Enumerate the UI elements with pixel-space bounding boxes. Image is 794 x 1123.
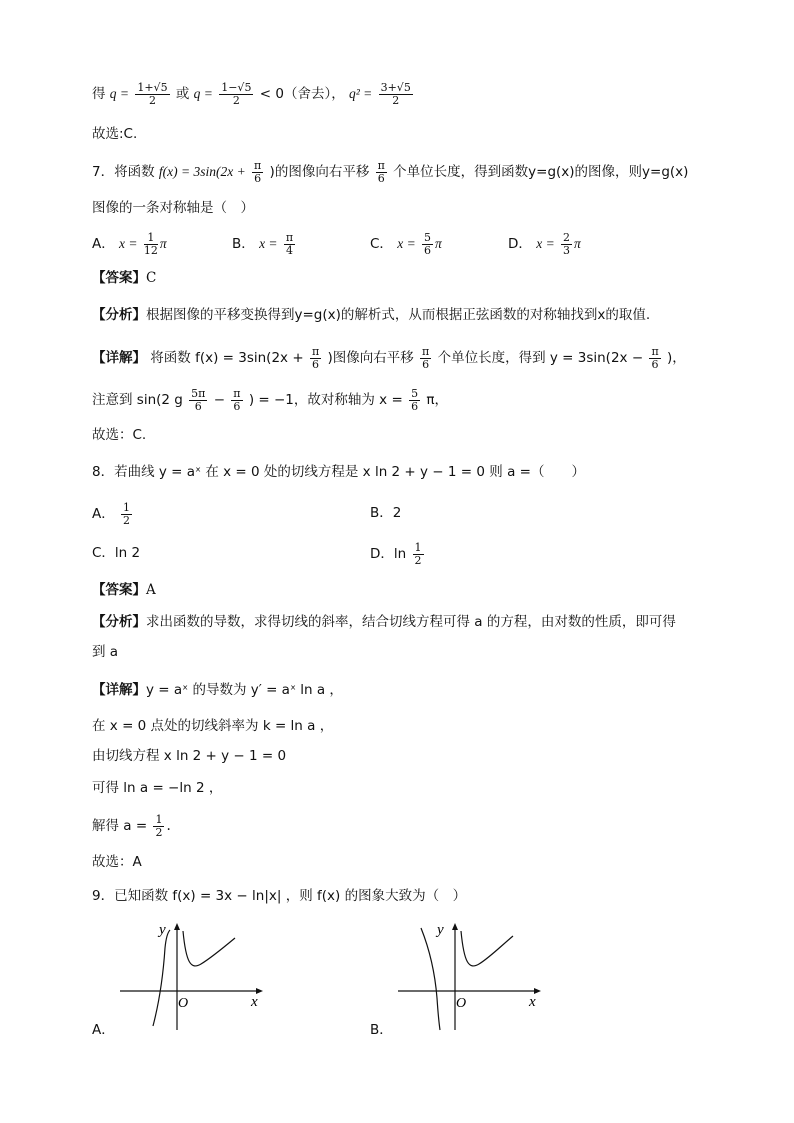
option-letter: A． [92, 236, 115, 252]
numerator: 2 [562, 231, 570, 244]
numerator: 5π [191, 387, 206, 400]
numerator: 1 [144, 232, 158, 245]
q8-option-c: C．ln 2 [92, 545, 141, 561]
text: 解得 a = [92, 818, 148, 834]
option-letter: D． [508, 236, 532, 252]
math: x = [397, 236, 416, 251]
text: 将函数 f(x) = 3sin(2x + [150, 350, 304, 366]
analysis-tag: 【分析】 [92, 307, 146, 323]
denominator: 2 [232, 94, 240, 107]
math: q = [193, 86, 213, 101]
analysis-text: 根据图像的平移变换得到y=g(x)的解析式，从而根据正弦函数的对称轴找到x的取值. [146, 307, 651, 323]
numerator: 5 [411, 387, 419, 400]
numerator: π [422, 345, 430, 358]
fraction [310, 346, 321, 371]
denominator: 6 [233, 400, 241, 413]
text: . [166, 818, 171, 834]
q8-detail-3: 由切线方程 x ln 2 + y − 1 = 0 [92, 748, 287, 764]
q9-graph-a [115, 918, 275, 1036]
math: π [159, 236, 167, 251]
q8-detail [92, 680, 343, 700]
text: 个单位长度，得到函数y=g(x)的图像，则y=g(x) [393, 164, 689, 180]
numerator: 1 [414, 541, 422, 554]
option-letter: B． [232, 236, 255, 252]
math: x = [536, 236, 555, 251]
denominator: 6 [411, 400, 419, 413]
denominator: 4 [285, 244, 293, 257]
fraction [189, 388, 207, 413]
line-solution-q [92, 82, 415, 107]
math: π [435, 236, 442, 251]
denominator: 2 [155, 826, 163, 839]
fraction [376, 160, 387, 185]
denominator: 2 [148, 94, 156, 107]
detail-tag: 【详解】 [92, 350, 146, 366]
text: − [213, 392, 225, 408]
denominator: 3 [562, 244, 570, 257]
math: f(x) = 3sin(2x + [158, 164, 246, 179]
numerator: 3+√5 [380, 81, 411, 94]
denominator: 6 [254, 172, 262, 185]
q8-detail-4: 可得 ln a = −ln 2 ， [92, 780, 223, 796]
q8-end: 故选：A [92, 854, 142, 870]
numerator: π [311, 345, 320, 358]
text: π， [426, 392, 449, 408]
q7-analysis [92, 305, 650, 325]
numerator: π [377, 159, 385, 172]
denominator: 2 [123, 514, 131, 527]
option-letter: D．ln [370, 546, 407, 562]
analysis-tag: 【分析】 [92, 614, 146, 630]
denominator: 6 [424, 244, 432, 257]
denominator: 6 [377, 172, 385, 185]
q9-option-b: B． [370, 1022, 393, 1038]
curve-right [461, 931, 513, 966]
q9-option-a: A． [92, 1022, 115, 1038]
fraction [422, 232, 433, 257]
q8-answer [92, 580, 156, 600]
numerator: π [254, 159, 262, 172]
math: x = [119, 236, 138, 251]
fraction [153, 814, 164, 839]
q7-answer [92, 268, 156, 288]
answer-tag: 【答案】 [92, 582, 146, 598]
q8-option-a [92, 502, 134, 527]
numerator: 5 [424, 231, 432, 244]
x-label: x [251, 994, 258, 1010]
text: 得 [92, 86, 106, 102]
q8-option-d [370, 542, 426, 567]
math: q = [109, 86, 130, 101]
fraction [561, 232, 572, 257]
q7-option-b [232, 232, 297, 257]
choose-c-line: 故选:C. [92, 126, 138, 142]
q9-graph-b [393, 918, 553, 1036]
q7-end: 故选：C. [92, 427, 147, 443]
q7-stem [92, 160, 688, 185]
q8-analysis [92, 612, 676, 632]
numerator: π [285, 231, 294, 244]
numerator: 1+√5 [137, 81, 168, 94]
denominator: 6 [312, 358, 320, 371]
analysis-text: 求出函数的导数，求得切线的斜率，结合切线方程可得 a 的方程，由对数的性质，即可得 [146, 614, 676, 630]
text: < 0（舍去）， [259, 86, 345, 102]
text: )， [666, 350, 686, 366]
fraction [413, 542, 424, 567]
numerator: π [233, 387, 241, 400]
fraction [135, 82, 169, 107]
q7-option-c [370, 232, 442, 257]
detail-tag: 【详解】 [92, 682, 146, 698]
q7-option-a [92, 232, 167, 257]
answer-tag: 【答案】 [92, 270, 146, 286]
numerator: π [651, 345, 659, 358]
origin-label: O [178, 996, 189, 1011]
q9-stem: 9．已知函数 f(x) = 3x − ln|x| ，则 f(x) 的图象大致为（ ） [92, 888, 467, 904]
text: 7．将函数 [92, 164, 155, 180]
origin-label: O [456, 996, 467, 1011]
text: 或 [175, 86, 190, 102]
denominator: 6 [651, 358, 659, 371]
fraction [409, 388, 420, 413]
fraction [144, 232, 158, 257]
text: ) = −1，故对称轴为 x = [248, 392, 403, 408]
denominator: 2 [414, 554, 422, 567]
q7-stem-cont: 图像的一条对称轴是（ ） [92, 200, 254, 216]
fraction [420, 346, 431, 371]
denominator: 6 [194, 400, 202, 413]
text: )图像向右平移 [327, 350, 414, 366]
answer-value: C [146, 270, 157, 286]
text: 注意到 sin(2 g [92, 392, 183, 408]
q7-detail [92, 346, 686, 371]
curve-left [421, 928, 440, 1030]
math: q² = [349, 86, 373, 101]
fraction [379, 82, 413, 107]
text: )的图像向右平移 [269, 164, 370, 180]
math: π [573, 236, 581, 251]
option-letter: C． [370, 236, 393, 252]
y-arrow [452, 923, 458, 930]
math: x = [259, 236, 278, 251]
q7-option-d [508, 232, 581, 257]
q7-note [92, 388, 448, 413]
text: 个单位长度，得到 y = 3sin(2x − [437, 350, 644, 366]
q8-detail-5 [92, 814, 171, 839]
option-letter: A． [92, 506, 115, 522]
fraction [649, 346, 660, 371]
numerator: 1 [123, 501, 131, 514]
fraction [252, 160, 263, 185]
denominator: 12 [143, 244, 158, 257]
denominator: 6 [422, 358, 430, 371]
q8-option-b: B．2 [370, 505, 402, 521]
numerator: 1 [155, 813, 163, 826]
y-label: y [159, 922, 166, 938]
denominator: 2 [392, 94, 400, 107]
fraction [219, 82, 253, 107]
q8-analysis-cont: 到 a [92, 644, 119, 660]
y-arrow [174, 923, 180, 930]
fraction [231, 388, 242, 413]
curve-right [183, 931, 235, 966]
fraction [284, 232, 295, 257]
answer-value: A [146, 582, 156, 598]
curve-left [153, 930, 170, 1026]
fraction [121, 502, 132, 527]
detail-text: y = aˣ 的导数为 y′ = aˣ ln a ， [146, 682, 343, 698]
y-label: y [437, 922, 444, 938]
numerator: 1−√5 [221, 81, 252, 94]
q8-stem: 8．若曲线 y = aˣ 在 x = 0 处的切线方程是 x ln 2 + y − 1 = 0 则 a =（ ） [92, 464, 585, 480]
x-label: x [529, 994, 536, 1010]
q8-detail-2: 在 x = 0 点处的切线斜率为 k = ln a ， [92, 718, 334, 734]
